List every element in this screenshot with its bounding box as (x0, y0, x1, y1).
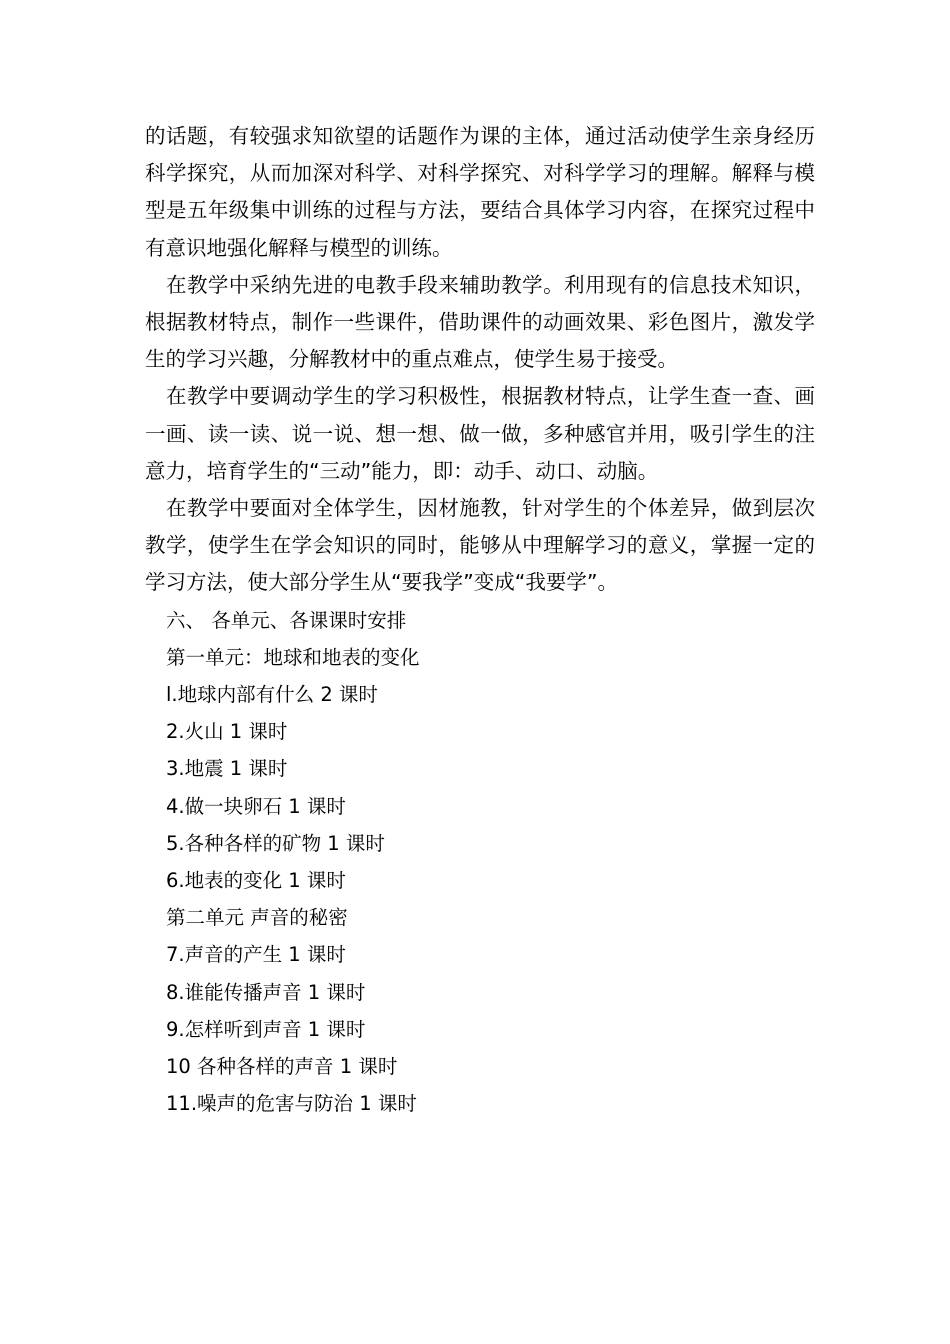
lesson-item: 7.声音的产生 1 课时 (166, 943, 346, 967)
lesson-item: 4.做一块卵石 1 课时 (166, 794, 346, 818)
lesson-item: 10 各种各样的声音 1 课时 (166, 1055, 398, 1079)
lesson-item: 6.地表的变化 1 课时 (166, 869, 346, 893)
lesson-item: 8.谁能传播声音 1 课时 (166, 980, 366, 1004)
paragraph-continuation: 的话题，有较强求知欲望的话题作为课的主体，通过活动使学生亲身经历科学探究，从而加深对科学、对科学探究、对科学学习的理解。解释与模型是五年级集中训练的过程与方法，要结合具体学习内容，在探究过程中有意识地强化解释与模型的训练。 (145, 124, 815, 260)
lesson-item: 11.噪声的危害与防治 1 课时 (166, 1092, 417, 1116)
unit-heading: 第二单元 声音的秘密 (166, 906, 348, 930)
lesson-item: 9.怎样听到声音 1 课时 (166, 1017, 366, 1041)
document-body (145, 118, 815, 1122)
paragraph-multimedia: 在教学中采纳先进的电教手段来辅助教学。利用现有的信息技术知识，根据教材特点，制作一些课件，借助课件的动画效果、彩色图片，激发学生的学习兴趣，分解教材中的重点难点，使学生易于接受。 (145, 272, 815, 372)
unit-heading: 第一单元：地球和地表的变化 (166, 645, 420, 669)
paragraph-differentiation: 在教学中要面对全体学生，因材施教，针对学生的个体差异，做到层次教学，使学生在学会知识的同时，能够从中理解学习的意义，掌握一定的学习方法，使大部分学生从“要我学”变成“我要学”。 (145, 496, 815, 595)
paragraph-motivation: 在教学中要调动学生的学习积极性，根据教材特点，让学生查一查、画一画、读一读、说一说、想一想、做一做，多种感官并用，吸引学生的注意力，培育学生的“三动”能力，即：动手、动口、动脑。 (145, 384, 815, 483)
lesson-item: 2.火山 1 课时 (166, 720, 288, 744)
lesson-item: 3.地震 1 课时 (166, 757, 288, 781)
lesson-item: l.地球内部有什么 2 课时 (166, 683, 378, 707)
lesson-item: 5.各种各样的矿物 1 课时 (166, 831, 385, 855)
section-heading: 六、 各单元、各课课时安排 (166, 608, 407, 632)
